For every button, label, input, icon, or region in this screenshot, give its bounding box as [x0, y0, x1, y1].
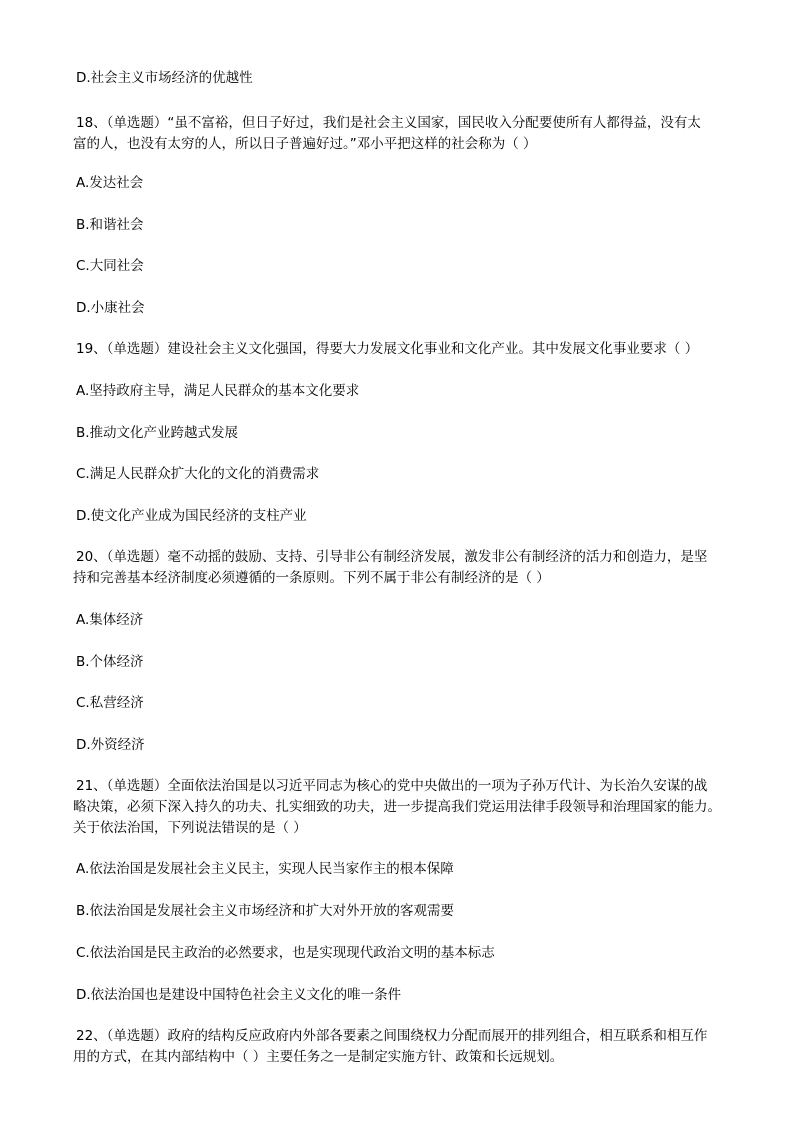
- question-21-line-2: 略决策，必须下深入持久的功夫、扎实细致的功夫，进一步提高我们党运用法律手段领导和治理国家的能力。关于依法治国，下列说法错误的是（ ）: [73, 799, 721, 836]
- option-20-b: B.个体经济: [76, 654, 144, 670]
- question-19: [76, 339, 726, 360]
- question-21: [73, 776, 726, 839]
- question-19-line-1: 19、（单选题）建设社会主义文化强国，得要大力发展文化事业和文化产业。其中发展文化事业要求（ ）: [76, 341, 699, 357]
- question-21-line-1: 21、（单选题）全面依法治国是以习近平同志为核心的党中央做出的一项为子孙万代计、为长治久安谋的战: [76, 778, 708, 794]
- option-19-c: C.满足人民群众扩大化的文化的消费需求: [76, 466, 320, 482]
- question-18: [73, 113, 726, 155]
- option-18-c: C.大同社会: [76, 258, 144, 274]
- option-19-d: D.使文化产业成为国民经济的支柱产业: [76, 508, 307, 524]
- option-21-c: C.依法治国是民主政治的必然要求，也是实现现代政治文明的基本标志: [76, 945, 495, 961]
- option-18-b: B.和谐社会: [76, 217, 144, 233]
- option-19-a: A.坚持政府主导，满足人民群众的基本文化要求: [76, 383, 360, 399]
- question-20-line-1: 20、（单选题）毫不动摇的鼓励、支持、引导非公有制经济发展，激发非公有制经济的活力和创造力，是坚: [76, 549, 708, 565]
- option-21-d: D.依法治国也是建设中国特色社会主义文化的唯一条件: [76, 987, 402, 1003]
- question-20-line-2: 持和完善基本经济制度必须遵循的一条原则。下列不属于非公有制经济的是（ ）: [73, 570, 550, 586]
- question-20: [73, 547, 726, 589]
- question-22-line-1: 22、（单选题）政府的结构反应政府内外部各要素之间围绕权力分配而展开的排列组合，相互联系和相互作: [76, 1028, 708, 1044]
- option-17-d: D.社会主义市场经济的优越性: [76, 70, 253, 86]
- question-18-line-1: 18、（单选题）“虽不富裕，但日子好过，我们是社会主义国家，国民收入分配要使所有人都得益，没有太: [76, 115, 701, 131]
- question-22: [73, 1026, 726, 1068]
- option-21-a: A.依法治国是发展社会主义民主，实现人民当家作主的根本保障: [76, 861, 454, 877]
- option-18-a: A.发达社会: [76, 175, 144, 191]
- question-22-line-2: 用的方式，在其内部结构中（ ）主要任务之一是制定实施方针、政策和长远规划。: [73, 1049, 564, 1065]
- option-20-a: A.集体经济: [76, 612, 144, 628]
- option-21-b: B.依法治国是发展社会主义市场经济和扩大对外开放的客观需要: [76, 903, 455, 919]
- option-20-c: C.私营经济: [76, 695, 144, 711]
- option-18-d: D.小康社会: [76, 300, 145, 316]
- question-18-line-2: 富的人，也没有太穷的人，所以日子普遍好过。”邓小平把这样的社会称为（ ）: [73, 136, 537, 152]
- option-20-d: D.外资经济: [76, 737, 145, 753]
- option-19-b: B.推动文化产业跨越式发展: [76, 425, 239, 441]
